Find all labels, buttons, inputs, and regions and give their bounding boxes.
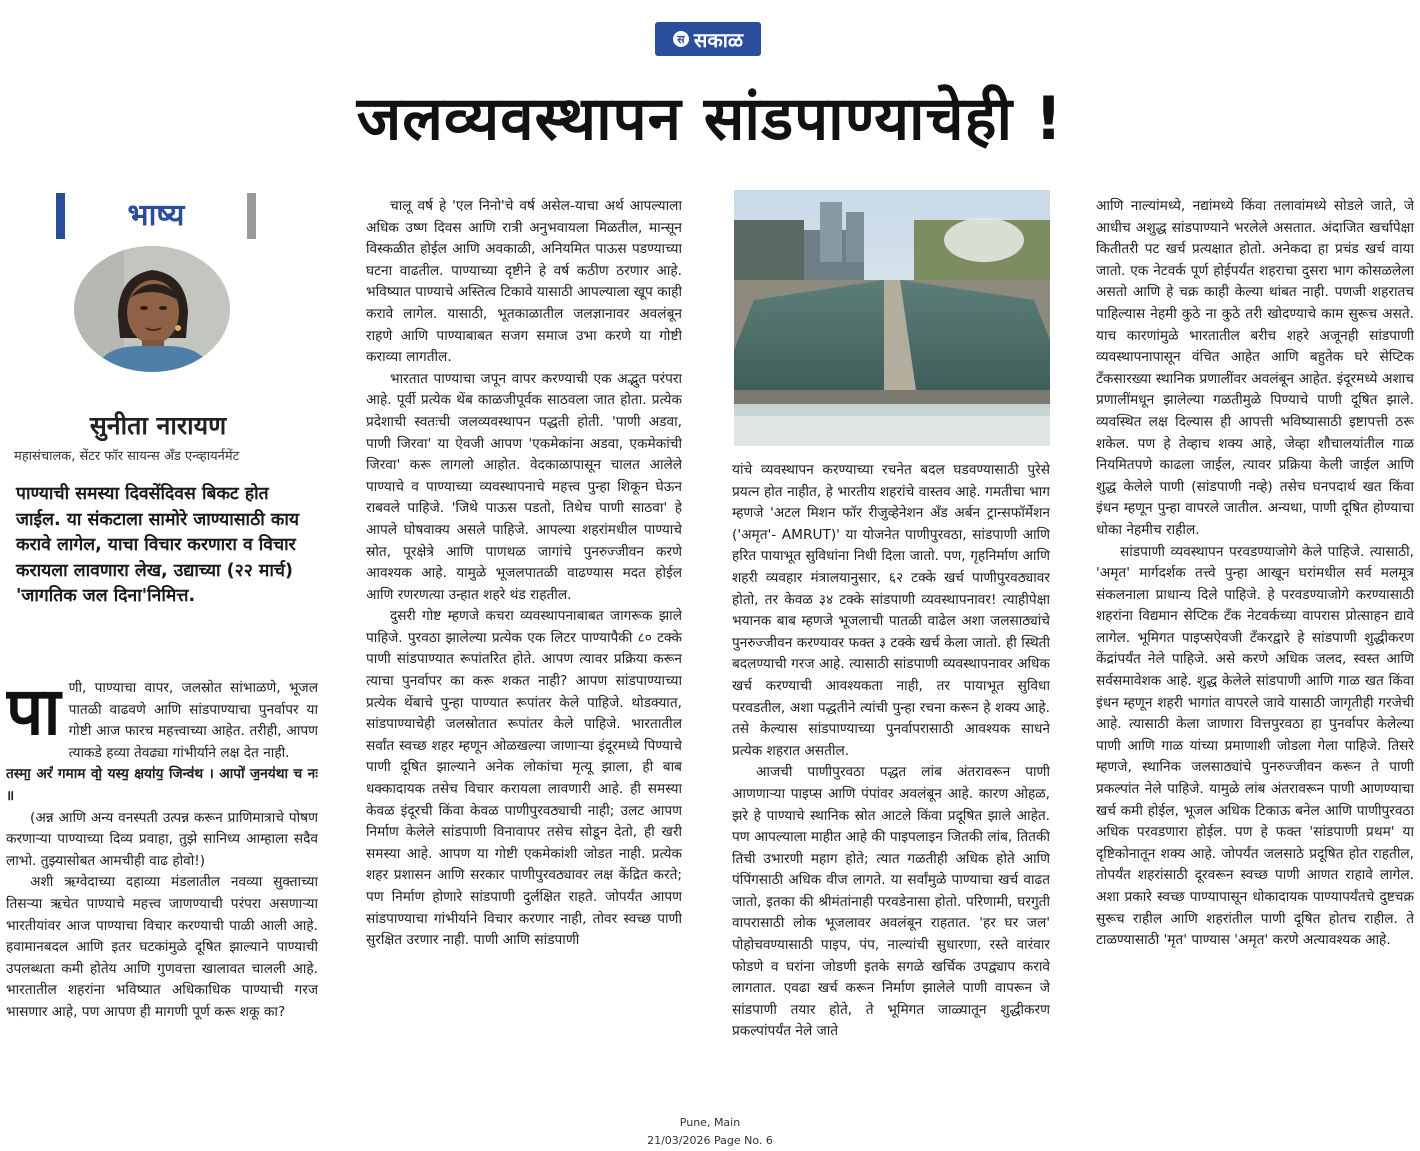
author-name: सुनीता नारायण	[89, 411, 227, 440]
article-blurb: पाण्याची समस्या दिवसेंदिवस बिकट होत जाईल. या संकटाला सामोरे जाण्यासाठी काय करावे लागेल, याचा विचार करणारा व विचार करायला लावणारा लेख, उद्याच्या (२२ मार्च) 'जागतिक जल दिना'निमित्त.	[16, 484, 300, 606]
section-tag	[56, 193, 256, 239]
article-column-3	[732, 460, 1050, 1110]
masthead-logo	[655, 22, 761, 56]
paragraph: आणि नाल्यांमध्ये, नद्यांमध्ये किंवा तलावांमध्ये सोडले जाते, जे आधीच अशुद्ध सांडपाण्याने भरलेले असतात. अंदाजित खर्चापेक्षा कितीतरी पट खर्च प्रत्यक्षात होतो. अनेकदा हा प्रचंड खर्च वाया जातो. एक नेटवर्क पूर्ण होईपर्यंत शहराचा दुसरा भाग कोसळलेला असतो आणि हे चक्र काही केल्या थांबत नाही. पणजी शहरातच पाहिल्यास नेहमी कुठे ना कुठे तरी खोदण्याचे काम सुरूच असते. याच कारणांमुळे भारतातील बरीच शहरे अजूनही सांडपाणी व्यवस्थापनापासून वंचित आहेत आणि बहुतेक घरे सेप्टिक टँकसारख्या स्थानिक प्रणालींवर अवलंबून आहेत. इंदूरमध्ये अशाच प्रणालींमधून झालेल्या गळतीमुळे पिण्याचे पाणी दूषित झाले. व्यवस्थित लक्ष दिल्यास ही आपत्ती भविष्यासाठी इष्टापत्ती ठरू शकेल. पण हे तेव्हाच शक्य आहे, जेव्हा शौचालयांतील गाळ नियमितपणे काढला जाईल, त्यावर प्रक्रिया केली जाईल आणि शुद्ध केलेले पाणी (सांडपाणी नव्हे) तसेच घनपदार्थ खत किंवा इंधन म्हणून पुन्हा वापरले जातील. अन्यथा, पाणी दूषित होण्याचा धोका नेहमीच राहील.	[1096, 198, 1414, 538]
section-tag-bar-right	[247, 193, 256, 239]
article-column-4	[1096, 196, 1414, 1112]
paragraph: आजची पाणीपुरवठा पद्धत लांब अंतरावरून पाणी आणणाऱ्या पाइप्स आणि पंपांवर अवलंबून आहे. कारण ओहळ, झरे हे पाण्याचे स्थानिक स्रोत आटले किंवा प्रदूषित झाले आहेत. पण आपल्याला माहीत आहे की पाइपलाइन जितकी लांब, तितकी तिची उभारणी महाग होते; त्यात गळतीही अधिक होते आणि पंपिंगसाठी अधिक वीज लागते. या सर्वांमुळे पाण्याचा खर्च वाढत जातो, इतका की श्रीमंतांनाही परवडेनासा होतो. परिणामी, घरगुती वापरासाठी लोक भूजलावर अवलंबून राहतात. 'हर घर जल' पोहोचवण्यासाठी पाइप, पंप, नाल्यांची सुधारणा, रस्ते वारंवार फोडणे व घरांना जोडणी इतके सगळे खर्चिक उपद्व्याप करावे लागतात. एवढा खर्च करून निर्माण झालेले पाणी वापरून जे सांडपाणी तयार होते, ते भूमिगत जाळ्यातून शुद्धीकरण प्रकल्पांपर्यंत नेले जाते	[732, 764, 1050, 1040]
author-portrait-image	[74, 246, 230, 372]
footer-date: 21/03/2026	[647, 1134, 711, 1147]
article-photo	[734, 190, 1050, 446]
author-role: महासंचालक, सेंटर फॉर सायन्स अँड एन्व्हायर्नमेंट	[14, 449, 240, 464]
drop-cap: पा	[6, 678, 61, 750]
sanskrit-quote: तस्मा॒ अरं॑ गमाम वो॒ यस्य॒ क्षया॑य॒ जिन्व॑थ । आपो॑ ज॒नय॑था च नः ॥	[6, 766, 318, 804]
article-column-2	[366, 196, 682, 1112]
masthead-name: सकाळ	[693, 27, 744, 52]
section-tag-label: भाष्य	[127, 198, 185, 233]
footer-edition: Pune, Main	[679, 1116, 741, 1129]
sakal-logo-icon: स	[673, 31, 689, 47]
footer-page: Page No. 6	[714, 1134, 773, 1147]
paragraph: यांचे व्यवस्थापन करण्याच्या रचनेत बदल घडवण्यासाठी पुरेसे प्रयत्न होत नाहीत, हे भारतीय शहरांचे वास्तव आहे. गमतीचा भाग म्हणजे 'अटल मिशन फॉर रीजुव्हेनेशन अँड अर्बन ट्रान्सफॉर्मेशन ('अमृत'- AMRUT)' या योजनेत पाणीपुरवठा, सांडपाणी आणि हरित पायाभूत सुविधांना निधी दिला जातो. पण, गृहनिर्माण आणि शहरी व्यवहार मंत्रालयानुसार, ६२ टक्के खर्च पाणीपुरवठ्यावर होतो, तर केवळ ३४ टक्के सांडपाणी व्यवस्थापनावर! त्याहीपेक्षा भयानक बाब म्हणजे भूजलाची पातळी वाढेल अशा जलसाठ्यांचे पुनरुज्जीवन करण्यावर फक्त ३ टक्के खर्च केला जातो. ही स्थिती बदलण्याची गरज आहे. त्यासाठी सांडपाणी व्यवस्थापनावर अधिक खर्च करण्याची आवश्यकता नाही, तर पायाभूत सुविधा परवडतील, अशा पद्धतीने त्यांची पुन्हा रचना करून हे शक्य आहे. तसे केल्यास सांडपाण्याच्या पुनर्वापरासाठी आवश्यक साधने प्रत्येक शहरात असतील.	[732, 462, 1050, 759]
section-tag-bar-left	[56, 193, 65, 239]
paragraph: अशी ऋग्वेदाच्या दहाव्या मंडलातील नवव्या सुक्ताच्या तिसऱ्या ऋचेत पाण्याचे महत्त्व जाणण्याची परंपरा असणाऱ्या भारतीयांवर आज पाण्याचा विचार करण्याची पाळी आली आहे. हवामानबदल आणि इतर घटकांमुळे दूषित झाल्याने पाण्याची उपलब्धता कमी होतेय आणि गुणवत्ता खालावत चालली आहे. भारतातील शहरांना भविष्यात अधिकाधिक पाण्याची गरज भासणार आहे, पण आपण ही मागणी पूर्ण करू शकू का?	[6, 874, 318, 1020]
paragraph: णी, पाण्याचा वापर, जलस्रोत सांभाळणे, भूजल पातळी वाढवणे आणि सांडपाण्याचा पुनर्वापर या गोष्टी आज फारच महत्त्वाच्या आहेत. तरीही, आपण त्याकडे हव्या तेवढ्या गांभीर्याने लक्ष देत नाही.	[68, 680, 318, 761]
treatment-plant-photo	[734, 190, 1050, 446]
footer-date-page	[0, 1134, 1420, 1147]
author-portrait	[74, 246, 230, 372]
paragraph: सांडपाणी व्यवस्थापन परवडण्याजोगे केले पाहिजे. त्यासाठी, 'अमृत' मार्गदर्शक तत्त्वे पुन्हा आखून घरांमधील सर्व मलमूत्र संकलनाला प्राधान्य दिले पाहिजे. हे परवडण्याजोगे करण्यासाठी शहरांना विद्यमान सेप्टिक टँक नेटवर्कच्या वापरास प्रोत्साहन द्यावे लागेल. भूमिगत पाइप्सऐवजी टँकरद्वारे हे सांडपाणी शुद्धीकरण केंद्रांपर्यंत नेले पाहिजे. असे करणे अधिक जलद, स्वस्त आणि सर्वसमावेशक आहे. शुद्ध केलेले सांडपाणी आणि गाळ खत किंवा इंधन म्हणून शहरी भागांत वापरले जावे यासाठी जागृतीही गरजेची आहे. त्यासाठी केला जाणारा वित्तपुरवठा हा पुनर्वापर केलेल्या पाणी आणि गाळ यांच्या प्रमाणाशी जोडला गेला पाहिजे. तिसरे म्हणजे, स्थानिक जलसाठ्यांचे पुनरुज्जीवन करून ते पाणी प्रकल्पांत नेले पाहिजे. यामुळे लांब अंतरावरून पाणी आणण्याचा खर्च कमी होईल, भूजल अधिक टिकाऊ बनेल आणि पाणीपुरवठा अधिक परवडणारा होईल. पण हे फक्त 'सांडपाणी प्रथम' या दृष्टिकोनातून शक्य आहे. जोपर्यंत जलसाठे प्रदूषित होत राहतील, तोपर्यंत शहरांसाठी दूरवरून स्वच्छ पाणी आणत राहावे लागेल. अशा प्रकारे स्वच्छ पाण्यापासून धोकादायक पाण्यापर्यंतचे दुष्टचक्र सुरूच राहील आणि शहरांतील पाणी दूषित होतच राहील. ते टाळण्यासाठी 'मृत' पाण्यास 'अमृत' करणे अत्यावश्यक आहे.	[1096, 543, 1414, 949]
article-column-1	[6, 678, 318, 1110]
paragraph: चालू वर्ष हे 'एल निनो'चे वर्ष असेल-याचा अर्थ आपल्याला अधिक उष्ण दिवस आणि रात्री अनुभवायला मिळतील, मान्सून विस्कळीत होईल आणि अवकाळी, अनियमित पाऊस पडण्याच्या घटना वाढतील. पाण्याच्या दृष्टीने हे वर्ष कठीण ठरणार आहे. भविष्यात पाण्याचे अस्तित्व टिकावे यासाठी आपल्याला खूप काही करावे लागेल. यासाठी, भूतकाळातील जलज्ञानावर अवलंबून राहणे आणि पाण्याबाबत सजग समाज उभा करणे या गोष्टी कराव्या लागतील.	[366, 198, 682, 366]
paragraph: भारतात पाण्याचा जपून वापर करण्याची एक अद्भुत परंपरा आहे. पूर्वी प्रत्येक थेंब काळजीपूर्वक साठवला जात होता. प्रत्येक प्रदेशाची स्वतःची जलव्यवस्थापन पद्धती होती. 'पाणी अडवा, पाणी जिरवा' या ऐवजी आपण 'एकमेकांना अडवा, एकमेकांची जिरवा' करू लागलो आहोत. वेदकाळापासून चालत आलेले पाण्याचे व पाण्याच्या व्यवस्थापनाचे महत्त्व पुन्हा शिकून घेऊन राबवले पाहिजे. 'जिथे पाऊस पडतो, तिथेच पाणी साठवा' हे आपले घोषवाक्य असले पाहिजे. आपल्या शहरांमधील पाण्याचे स्रोत, पूरक्षेत्रे आणि पाणथळ जागांचे पुनरुज्जीवन करणे आवश्यक आहे. यामुळे भूजलपातळी वाढण्यास मदत होईल आणि रणरणत्या उन्हात शहरे थंड राहतील.	[366, 370, 682, 603]
paragraph: दुसरी गोष्ट म्हणजे कचरा व्यवस्थापनाबाबत जागरूक झाले पाहिजे. पुरवठा झालेल्या प्रत्येक एक लिटर पाण्यापैकी ८० टक्के पाणी सांडपाण्यात रूपांतरित होते. आपण त्यावर प्रक्रिया करून त्याचा पुनर्वापर का करू शकत नाही? आपण सांडपाण्याच्या प्रत्येक थेंबाचे पुन्हा पाण्यात रूपांतर केले पाहिजे. थोडक्यात, सांडपाण्याचेही जलस्रोतात रूपांतर केले पाहिजे. भारतातील सर्वांत स्वच्छ शहर म्हणून ओळखल्या जाणाऱ्या इंदूरमध्ये पिण्याचे पाणी दूषित झाल्याने अनेक लोकांचा मृत्यू झाला, ही बाब धक्कादायक तसेच विचार करायला लावणारी आहे. ही समस्या केवळ इंदूरची किंवा केवळ पाणीपुरवठ्याची नाही; उलट आपण निर्माण केलेले सांडपाणी विनावापर तसेच सोडून देतो, ही खरी समस्या आहे. आपण या गोष्टी एकमेकांशी जोडत नाही. प्रत्येक शहर प्रशासन आणि सरकार पाणीपुरवठ्यावर लक्ष केंद्रित करते; पण निर्माण होणारे सांडपाणी दुर्लक्षित राहते. जोपर्यंत आपण सांडपाण्याचा गांभीर्याने विचार करणार नाही, तोवर स्वच्छ पाणी सुरक्षित उरणार नाही. पाणी आणि सांडपाणी	[366, 608, 682, 949]
paragraph: (अन्न आणि अन्य वनस्पती उत्पन्न करून प्राणिमात्राचे पोषण करणाऱ्या पाण्याच्या दिव्य प्रवाहा, तुझे सानिध्य आम्हाला सदैव लाभो. तुझ्यासोबत आमचीही वाढ होवो!)	[6, 809, 318, 869]
headline: जलव्यवस्थापन सांडपाण्याचेही !	[356, 84, 1064, 154]
